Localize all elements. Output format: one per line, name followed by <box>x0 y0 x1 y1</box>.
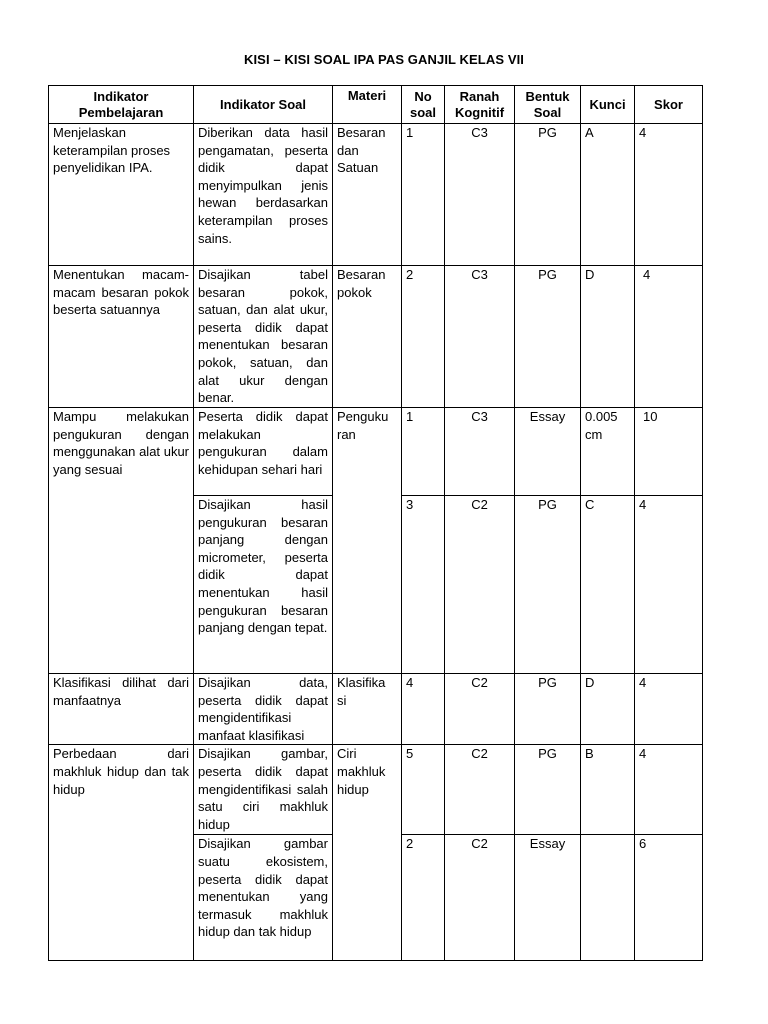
cell-skor: 4 <box>635 745 703 835</box>
cell-no-soal: 3 <box>402 496 445 674</box>
table-row <box>49 266 703 408</box>
header-ranah-kognitif: Ranah Kognitif <box>445 86 515 124</box>
cell-kunci: A <box>581 124 635 266</box>
cell-indikator-soal: Peserta didik dapat melakukan pengukuran dalam kehidupan sehari hari <box>194 408 333 496</box>
header-bentuk-soal: Bentuk Soal <box>515 86 581 124</box>
cell-indikator-pembelajaran: Menentukan macam-macam besaran pokok beserta satuannya <box>49 266 194 408</box>
cell-no-soal: 1 <box>402 124 445 266</box>
cell-indikator-pembelajaran: Mampu melakukan pengukuran dengan menggunakan alat ukur yang sesuai <box>49 408 194 674</box>
cell-bentuk-soal: PG <box>515 266 581 408</box>
cell-materi: Klasifika si <box>333 674 402 745</box>
table-row <box>49 674 703 745</box>
cell-indikator-soal: Disajikan tabel besaran pokok, satuan, dan alat ukur, peserta didik dapat menentukan besaran pokok, satuan, dan alat ukur dengan benar. <box>194 266 333 408</box>
cell-bentuk-soal: PG <box>515 124 581 266</box>
header-indikator-pembelajaran: Indikator Pembelajaran <box>49 86 194 124</box>
cell-no-soal: 2 <box>402 835 445 961</box>
cell-kunci: D <box>581 674 635 745</box>
table-row <box>49 408 703 496</box>
cell-ranah-kognitif: C2 <box>445 496 515 674</box>
cell-indikator-pembelajaran: Perbedaan dari makhluk hidup dan tak hidup <box>49 745 194 961</box>
cell-materi: Penguku ran <box>333 408 402 674</box>
cell-skor: 6 <box>635 835 703 961</box>
cell-kunci: 0.005 cm <box>581 408 635 496</box>
cell-indikator-soal: Diberikan data hasil pengamatan, peserta didik dapat menyimpulkan jenis hewan berdasarkan keterampilan proses sains. <box>194 124 333 266</box>
cell-ranah-kognitif: C2 <box>445 674 515 745</box>
cell-ranah-kognitif: C3 <box>445 408 515 496</box>
header-materi: Materi <box>333 86 402 124</box>
cell-indikator-soal: Disajikan gambar suatu ekosistem, peserta didik dapat menentukan yang termasuk makhluk hidup dan tak hidup <box>194 835 333 961</box>
cell-bentuk-soal: Essay <box>515 835 581 961</box>
cell-no-soal: 1 <box>402 408 445 496</box>
cell-ranah-kognitif: C2 <box>445 745 515 835</box>
header-no-soal: No soal <box>402 86 445 124</box>
kisi-kisi-table <box>48 85 703 961</box>
cell-indikator-pembelajaran: Klasifikasi dilihat dari manfaatnya <box>49 674 194 745</box>
cell-materi: Besaran pokok <box>333 266 402 408</box>
cell-materi: Ciri makhluk hidup <box>333 745 402 961</box>
cell-kunci <box>581 835 635 961</box>
cell-kunci: B <box>581 745 635 835</box>
cell-skor: 10 <box>635 408 703 496</box>
cell-skor: 4 <box>635 674 703 745</box>
cell-bentuk-soal: PG <box>515 674 581 745</box>
header-kunci: Kunci <box>581 86 635 124</box>
cell-skor: 4 <box>635 124 703 266</box>
cell-no-soal: 4 <box>402 674 445 745</box>
cell-ranah-kognitif: C3 <box>445 266 515 408</box>
cell-bentuk-soal: PG <box>515 745 581 835</box>
cell-skor: 4 <box>635 266 703 408</box>
cell-materi: Besaran dan Satuan <box>333 124 402 266</box>
cell-kunci: C <box>581 496 635 674</box>
cell-bentuk-soal: Essay <box>515 408 581 496</box>
cell-no-soal: 2 <box>402 266 445 408</box>
cell-indikator-soal: Disajikan gambar, peserta didik dapat mengidentifikasi salah satu ciri makhluk hidup <box>194 745 333 835</box>
header-skor: Skor <box>635 86 703 124</box>
cell-indikator-pembelajaran: Menjelaskan keterampilan proses penyelidikan IPA. <box>49 124 194 266</box>
cell-skor: 4 <box>635 496 703 674</box>
cell-ranah-kognitif: C2 <box>445 835 515 961</box>
cell-kunci: D <box>581 266 635 408</box>
document-title: KISI – KISI SOAL IPA PAS GANJIL KELAS VII <box>243 52 525 67</box>
table-row <box>49 745 703 835</box>
cell-indikator-soal: Disajikan data, peserta didik dapat mengidentifikasi manfaat klasifikasi <box>194 674 333 745</box>
cell-indikator-soal: Disajikan hasil pengukuran besaran panjang dengan micrometer, peserta didik dapat menentukan hasil pengukuran besaran panjang dengan tepat. <box>194 496 333 674</box>
cell-ranah-kognitif: C3 <box>445 124 515 266</box>
header-indikator-soal: Indikator Soal <box>194 86 333 124</box>
table-row <box>49 124 703 266</box>
cell-bentuk-soal: PG <box>515 496 581 674</box>
cell-no-soal: 5 <box>402 745 445 835</box>
table-header-row <box>49 86 703 124</box>
